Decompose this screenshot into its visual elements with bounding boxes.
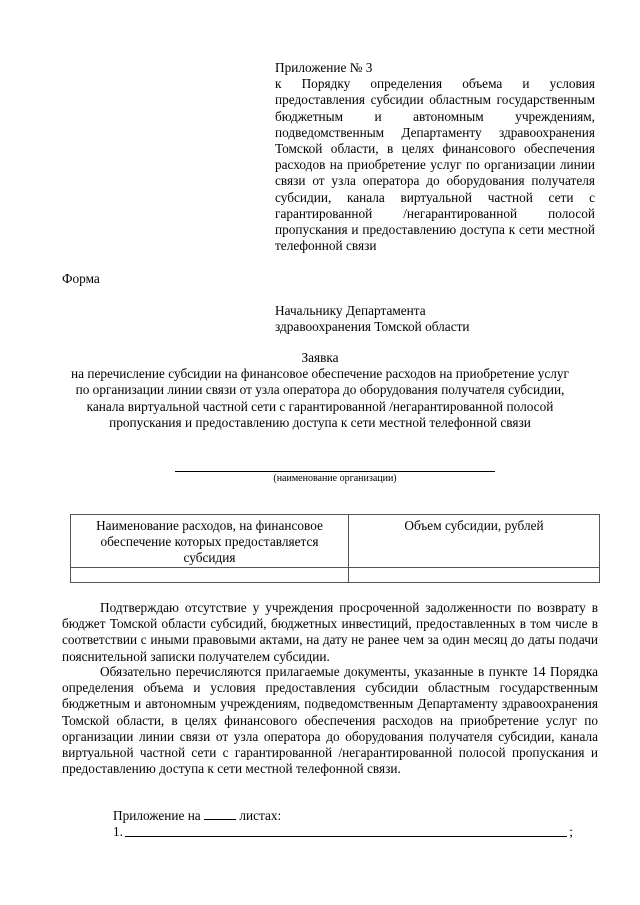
table-row — [71, 567, 600, 582]
documents-paragraph: Обязательно перечисляются прилагаемые документы, указанные в пункте 14 Порядка определения объема и условия предоставления субсидии областным государственным бюджетным и автономным учреждениям, подведомственным Департаменту здравоохранения Томской области, в целях финансового обеспечения расходов на приобретение услуг по организации линии связи от узла оператора до оборудования получателя субсидии, канала виртуальной частной сети с гарантированной /негарантированной полосой пропускания и предоставлению доступа к сети местной телефонной связи. — [62, 664, 598, 777]
confirmation-paragraph: Подтверждаю отсутствие у учреждения просроченной задолженности по возврату в бюджет Томской области субсидий, бюджетных инвестиций, предоставленных в том числе в соответствии с иными правовыми актами, на дату не ранее чем за один месяц до даты подачи пояснительной записки получателем субсидии. — [62, 600, 598, 664]
heading-line-3: канала виртуальной частной сети с гарантированной /негарантированной полосой — [86, 398, 554, 414]
addressee-block — [275, 303, 595, 335]
attachment-item-number: 1. — [113, 824, 123, 839]
attachment-item-1 — [113, 824, 573, 840]
sheets-count-field[interactable] — [204, 808, 236, 820]
heading-line-2: по организации линии связи от узла оператора до оборудования получателя субсидии, — [75, 382, 565, 398]
organization-name-field[interactable] — [175, 471, 495, 472]
document-heading — [40, 350, 600, 431]
appendix-text: к Порядку определения объема и условия предоставления субсидии областным государственным бюджетным и автономным учреждениям, подведомственным Департаменту здравоохранения Томской области, в целях финансового обеспечения расходов на приобретение услуг по организации линии связи от узла оператора до оборудования получателя субсидии, канала виртуальной частной сети с гарантированной /негарантированной полосой пропускания и предоставлению доступа к сети местной телефонной связи — [275, 76, 595, 254]
table-header-expense-name: Наименование расходов, на финансовое обеспечение которых предоставляется субсидия — [71, 515, 349, 568]
heading-line-4: пропускания и предоставлению доступа к сети местной телефонной связи — [109, 414, 531, 430]
table-cell-subsidy-amount[interactable] — [349, 567, 600, 582]
expenses-table — [70, 514, 600, 583]
table-header-row — [71, 515, 600, 568]
attachment-item-field[interactable] — [125, 824, 567, 837]
form-label: Форма — [62, 271, 100, 286]
attachment-item-end: ; — [569, 824, 573, 839]
addressee-line-2: здравоохранения Томской области — [275, 319, 470, 335]
organization-name-caption: (наименование организации) — [273, 473, 397, 484]
attachment-suffix: листах: — [239, 808, 282, 823]
addressee-line-1: Начальнику Департамента — [275, 303, 426, 318]
table-cell-expense-name[interactable] — [71, 567, 349, 582]
heading-line-1: на перечисление субсидии на финансовое обеспечение расходов на приобретение услуг — [70, 366, 570, 382]
document-title: Заявка — [301, 350, 339, 365]
table-header-subsidy-amount: Объем субсидии, рублей — [349, 515, 600, 568]
appendix-block — [275, 60, 595, 254]
attachment-prefix: Приложение на — [113, 808, 201, 823]
appendix-title: Приложение № 3 — [275, 60, 373, 75]
attachment-line — [113, 808, 281, 824]
